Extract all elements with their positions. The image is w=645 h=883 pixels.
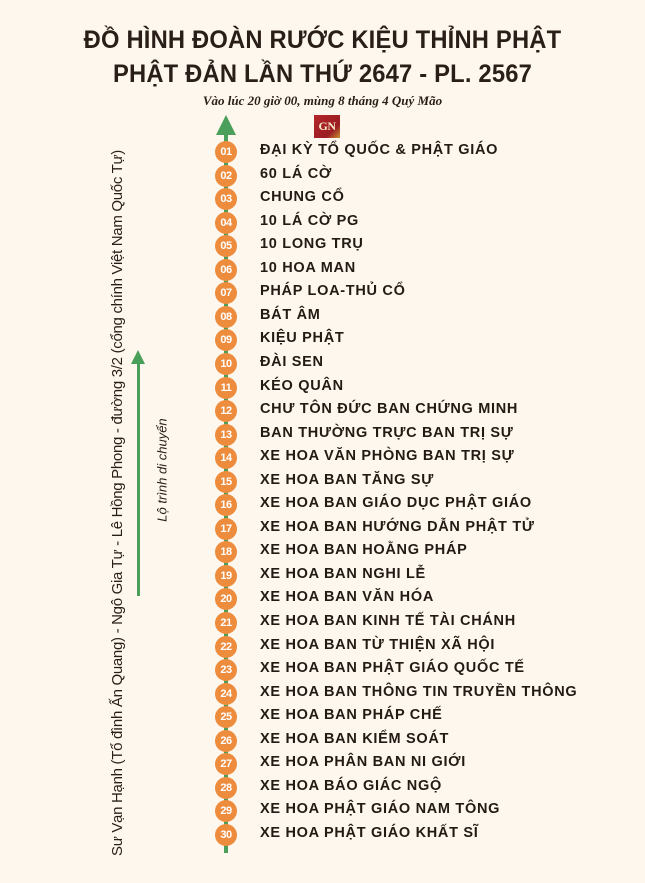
procession-item [0, 352, 645, 375]
order-number-badge: 11 [215, 377, 237, 399]
procession-item-label: XE HOA BAN GIÁO DỤC PHẬT GIÁO [260, 495, 532, 512]
procession-item [0, 305, 645, 328]
procession-item [0, 164, 645, 187]
order-number-badge: 24 [215, 683, 237, 705]
procession-item-label: 10 LÁ CỜ PG [260, 212, 360, 229]
procession-item-label: XE HOA BÁO GIÁC NGỘ [260, 777, 442, 794]
order-number-badge: 08 [215, 306, 237, 328]
procession-item-label: XE HOA BAN HƯỚNG DẪN PHẬT TỬ [260, 518, 535, 535]
order-number-badge: 12 [215, 400, 237, 422]
procession-item-label: XE HOA BAN PHÁP CHẾ [260, 707, 443, 724]
procession-item [0, 281, 645, 304]
procession-item-label: CHƯ TÔN ĐỨC BAN CHỨNG MINH [260, 401, 519, 418]
procession-item [0, 635, 645, 658]
order-number-badge: 04 [215, 212, 237, 234]
procession-item-label: ĐÀI SEN [260, 353, 324, 370]
procession-item-label: 10 LONG TRỤ [260, 236, 364, 253]
procession-item [0, 140, 645, 163]
order-number-badge: 16 [215, 494, 237, 516]
procession-item [0, 258, 645, 281]
procession-item [0, 493, 645, 516]
procession-item-label: XE HOA PHÂN BAN NI GIỚI [260, 754, 466, 771]
procession-item-label: KÉO QUÂN [260, 377, 344, 394]
procession-item-label: XE HOA BAN PHẬT GIÁO QUỐC TẾ [260, 660, 525, 677]
procession-item [0, 705, 645, 728]
procession-item [0, 211, 645, 234]
order-number-badge: 14 [215, 447, 237, 469]
procession-item-label: 60 LÁ CỜ [260, 165, 332, 182]
procession-item [0, 729, 645, 752]
order-number-badge: 28 [215, 777, 237, 799]
procession-item-label: XE HOA BAN HOẰNG PHÁP [260, 542, 468, 559]
route-path-text: Sư Vạn Hạnh (Tổ đình Ấn Quang) - Ngô Gia Tự - Lê Hồng Phong - đường 3/2 (cổng chính Việt Nam Quốc Tự) [109, 150, 126, 856]
procession-item-label: BAN THƯỜNG TRỰC BAN TRỊ SỰ [260, 424, 514, 441]
order-number-badge: 13 [215, 424, 237, 446]
order-number-badge: 25 [215, 706, 237, 728]
procession-item [0, 234, 645, 257]
order-number-badge: 27 [215, 753, 237, 775]
procession-item-label: XE HOA PHẬT GIÁO KHẤT SĨ [260, 824, 479, 841]
procession-item [0, 752, 645, 775]
procession-item-label: XE HOA BAN NGHI LỄ [260, 565, 426, 582]
order-number-badge: 03 [215, 188, 237, 210]
procession-item-label: BÁT ÂM [260, 306, 321, 323]
procession-item [0, 658, 645, 681]
procession-item-label: KIỆU PHẬT [260, 330, 345, 347]
route-caption: Lộ trình di chuyển [154, 418, 170, 522]
event-time-subtitle: Vào lúc 20 giờ 00, mùng 8 tháng 4 Quý Mão [202, 93, 443, 108]
page-title-line-2: PHẬT ĐẢN LẦN THỨ 2647 - PL. 2567 [112, 60, 533, 88]
page-title-line-1: ĐỒ HÌNH ĐOÀN RƯỚC KIỆU THỈNH PHẬT [83, 26, 562, 54]
procession-item [0, 611, 645, 634]
order-number-badge: 06 [215, 259, 237, 281]
order-number-badge: 22 [215, 636, 237, 658]
order-number-badge: 26 [215, 730, 237, 752]
procession-item-label: ĐẠI KỲ TỔ QUỐC & PHẬT GIÁO [260, 142, 499, 158]
procession-item-label: XE HOA BAN THÔNG TIN TRUYỀN THÔNG [260, 683, 578, 700]
procession-item [0, 399, 645, 422]
order-number-badge: 10 [215, 353, 237, 375]
procession-item-label: XE HOA BAN TĂNG SỰ [260, 471, 434, 488]
order-number-badge: 01 [215, 141, 237, 163]
procession-item [0, 587, 645, 610]
procession-item-label: PHÁP LOA-THỦ CỔ [260, 283, 406, 300]
procession-item [0, 823, 645, 846]
procession-item [0, 328, 645, 351]
order-number-badge: 29 [215, 800, 237, 822]
procession-item [0, 682, 645, 705]
procession-item-label: XE HOA BAN VĂN HÓA [260, 589, 434, 606]
procession-item-label: XE HOA BAN TỪ THIỆN XÃ HỘI [260, 636, 496, 653]
order-number-badge: 17 [215, 518, 237, 540]
procession-item [0, 776, 645, 799]
procession-item-label: CHUNG CỔ [260, 189, 345, 206]
procession-item-label: XE HOA PHẬT GIÁO NAM TÔNG [260, 801, 501, 818]
order-number-badge: 30 [215, 824, 237, 846]
procession-item [0, 564, 645, 587]
order-number-badge: 02 [215, 165, 237, 187]
order-number-badge: 23 [215, 659, 237, 681]
procession-item [0, 470, 645, 493]
procession-item [0, 799, 645, 822]
order-number-badge: 21 [215, 612, 237, 634]
procession-item [0, 540, 645, 563]
direction-arrow-up-icon [216, 115, 236, 135]
order-number-badge: 09 [215, 329, 237, 351]
order-number-badge: 15 [215, 471, 237, 493]
procession-item-label: XE HOA BAN KINH TẾ TÀI CHÁNH [260, 613, 516, 629]
procession-item-label: XE HOA BAN KIỂM SOÁT [260, 730, 450, 747]
order-number-badge: 18 [215, 541, 237, 563]
gn-logo: GN [314, 115, 340, 138]
procession-item-label: 10 HOA MAN [260, 259, 356, 276]
procession-item [0, 187, 645, 210]
procession-item [0, 423, 645, 446]
order-number-badge: 20 [215, 588, 237, 610]
order-number-badge: 07 [215, 282, 237, 304]
procession-item-label: XE HOA VĂN PHÒNG BAN TRỊ SỰ [260, 448, 515, 465]
order-number-badge: 05 [215, 235, 237, 257]
procession-item [0, 446, 645, 469]
procession-item [0, 517, 645, 540]
order-number-badge: 19 [215, 565, 237, 587]
procession-item [0, 376, 645, 399]
